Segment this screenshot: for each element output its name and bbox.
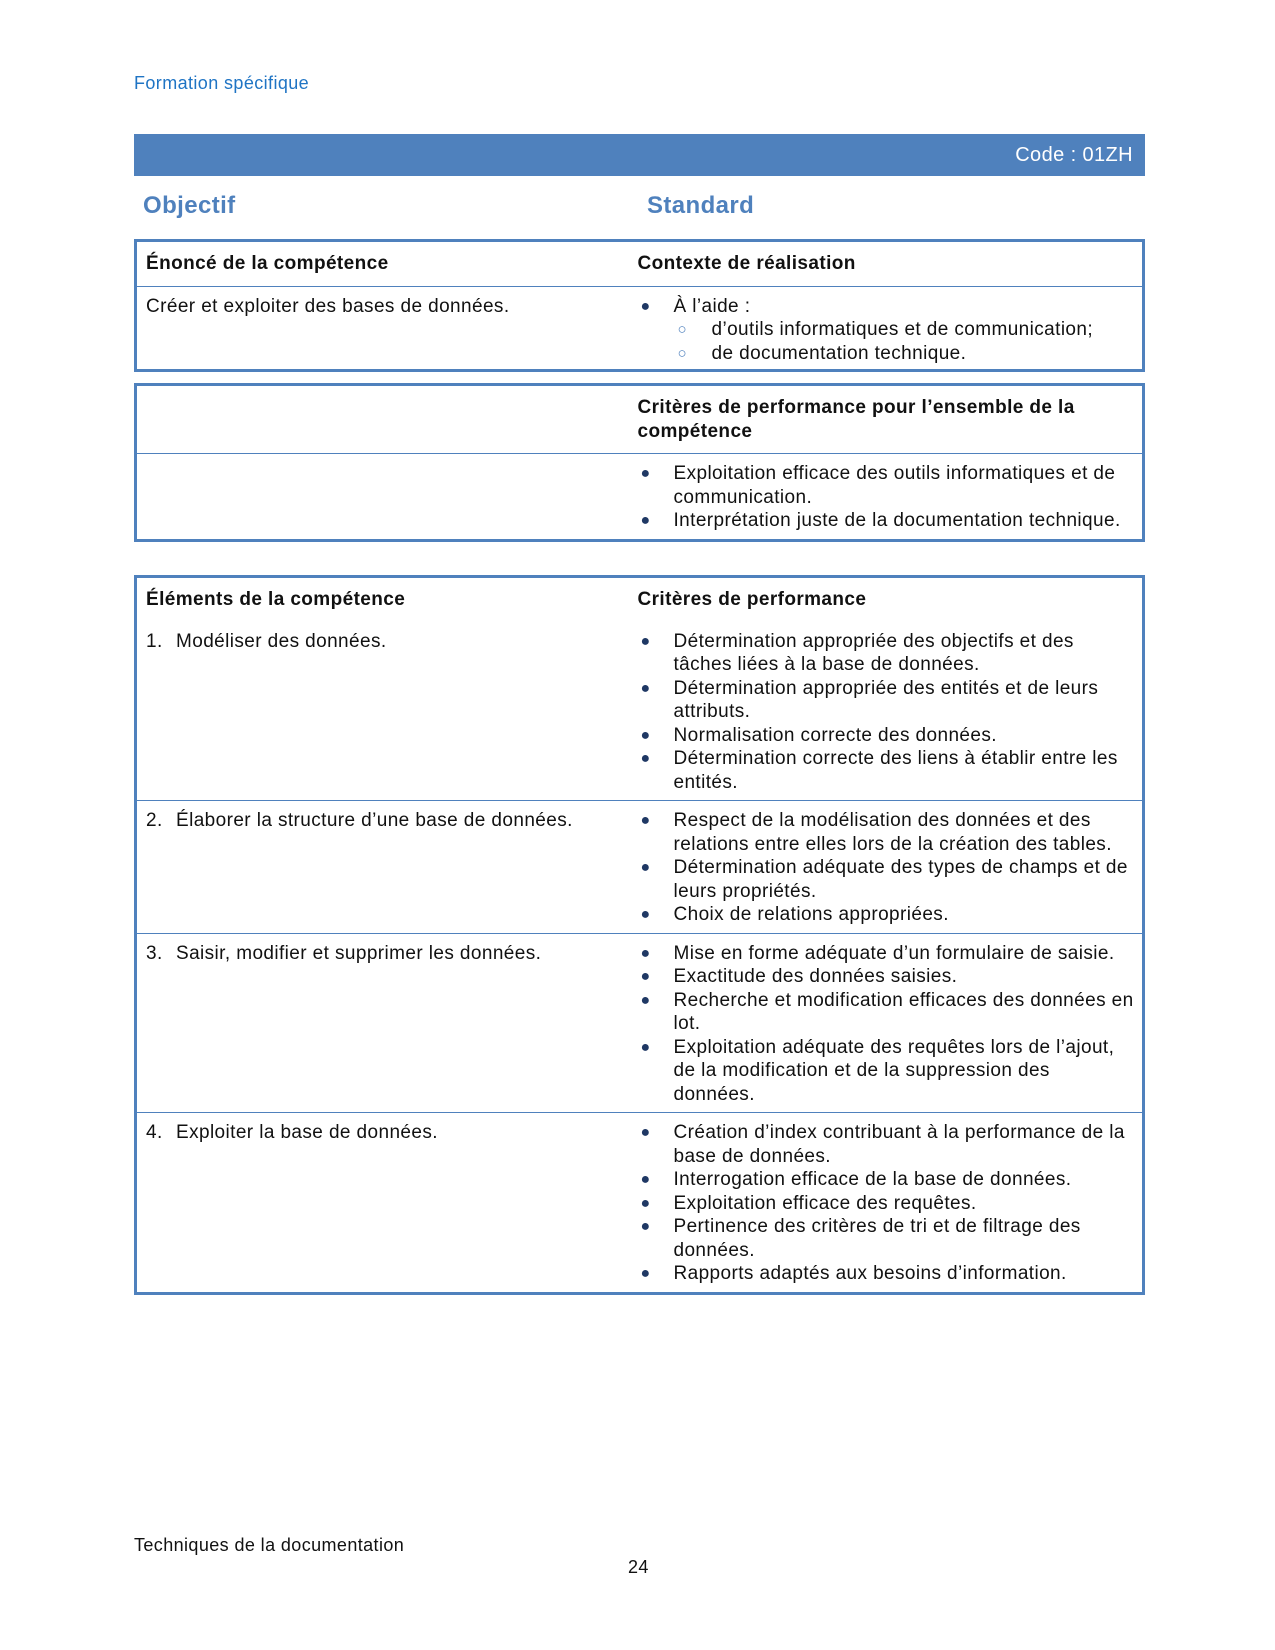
criteria-item: ● Pertinence des critères de tri et de filtrage des données. (640, 1216, 1081, 1261)
bullet-icon: ● (640, 1038, 651, 1056)
global-criteria-header: Critères de performance pour l’ensemble de la compétence (637, 397, 1075, 442)
footer-title: Techniques de la documentation (134, 1535, 405, 1555)
element-text: Exploiter la base de données. (176, 1122, 438, 1143)
criteria-item: ● Exploitation efficace des outils informatiques et de communication. (640, 463, 1116, 508)
criteria-item: ● Création d’index contribuant à la performance de la base de données. (640, 1122, 1125, 1167)
criteria-item: ● Interprétation juste de la documentation technique. (640, 510, 1121, 531)
criteria-item: ● Détermination appropriée des objectifs et des tâches liées à la base de données. (640, 630, 1074, 675)
bullet-icon: ● (640, 1171, 651, 1188)
competence-statement-table (134, 239, 1145, 372)
global-criteria-table (134, 383, 1145, 542)
bullet-icon: ● (640, 944, 651, 962)
criteria-item: ● Choix de relations appropriées. (640, 904, 949, 925)
criteria-item: ● Détermination correcte des liens à établir entre les entités. (640, 748, 1118, 793)
criteria-item: ● Interrogation efficace de la base de données. (640, 1169, 1072, 1190)
element-number: 2. (146, 810, 163, 831)
bullet-icon: ● (640, 1218, 651, 1235)
code-label: Code : 01ZH (1015, 144, 1133, 166)
bullet-icon: ● (640, 812, 651, 829)
bullet-icon: ● (640, 1124, 651, 1141)
bullet-icon: ● (640, 512, 651, 529)
elements-header: Éléments de la compétence (146, 589, 406, 610)
criteria-item: ● Détermination appropriée des entités et de leurs attributs. (640, 677, 1099, 722)
bullet-icon: ● (640, 632, 651, 650)
bullet-icon: ● (640, 991, 651, 1009)
element-text: Saisir, modifier et supprimer les données. (176, 942, 542, 964)
element-text: Modéliser des données. (176, 630, 387, 652)
bullet-icon: ● (640, 1265, 651, 1282)
bullet-icon: ● (640, 679, 651, 697)
section-title-standard: Standard (647, 192, 755, 219)
context-item: ● À l’aide : (640, 295, 751, 317)
statement-text: Créer et exploiter des bases de données. (136, 286, 629, 371)
bullet-icon: ● (640, 859, 651, 876)
page-number: 24 (628, 1557, 649, 1577)
criteria-item: ● Détermination adéquate des types de champs et de leurs propriétés. (640, 857, 1128, 902)
section-title-objectif: Objectif (143, 192, 236, 219)
circle-bullet-icon: ○ (677, 344, 687, 362)
table-row (136, 933, 1144, 1113)
bullet-icon: ● (640, 906, 651, 923)
criteria-header: Critères de performance (637, 589, 867, 610)
circle-bullet-icon: ○ (677, 321, 687, 338)
context-subitem: ○ de documentation technique. (677, 342, 967, 364)
criteria-item: ● Exactitude des données saisies. (640, 966, 958, 987)
criteria-item: ● Recherche et modification efficaces des données en lot. (640, 989, 1134, 1034)
bullet-icon: ● (640, 1194, 651, 1212)
criteria-item: ● Normalisation correcte des données. (640, 724, 997, 746)
element-text: Élaborer la structure d’une base de données. (176, 810, 573, 831)
bullet-icon: ● (640, 297, 651, 315)
criteria-item: ● Exploitation efficace des requêtes. (640, 1192, 977, 1214)
bullet-icon: ● (640, 726, 651, 744)
elements-table (134, 575, 1145, 1295)
context-subitem: ○ d’outils informatiques et de communication; (677, 319, 1094, 340)
criteria-item: ● Mise en forme adéquate d’un formulaire de saisie. (640, 942, 1115, 964)
criteria-item: ● Respect de la modélisation des données et des relations entre elles lors de la création des tables. (640, 810, 1112, 855)
bullet-icon: ● (640, 750, 651, 767)
element-number: 3. (146, 942, 163, 964)
bullet-icon: ● (640, 968, 651, 985)
statement-header: Énoncé de la compétence (146, 253, 389, 274)
element-number: 4. (146, 1122, 163, 1143)
code-bar (134, 134, 1145, 176)
table-row (136, 801, 1144, 934)
bullet-icon: ● (640, 465, 651, 482)
table-row (136, 1113, 1144, 1294)
running-header: Formation spécifique (134, 73, 310, 93)
context-header: Contexte de réalisation (637, 253, 856, 274)
element-number: 1. (146, 630, 163, 652)
table-row (136, 622, 1144, 801)
criteria-item: ● Exploitation adéquate des requêtes lors de l’ajout, de la modification et de la suppression des données. (640, 1036, 1115, 1105)
criteria-item: ● Rapports adaptés aux besoins d’information. (640, 1263, 1067, 1284)
